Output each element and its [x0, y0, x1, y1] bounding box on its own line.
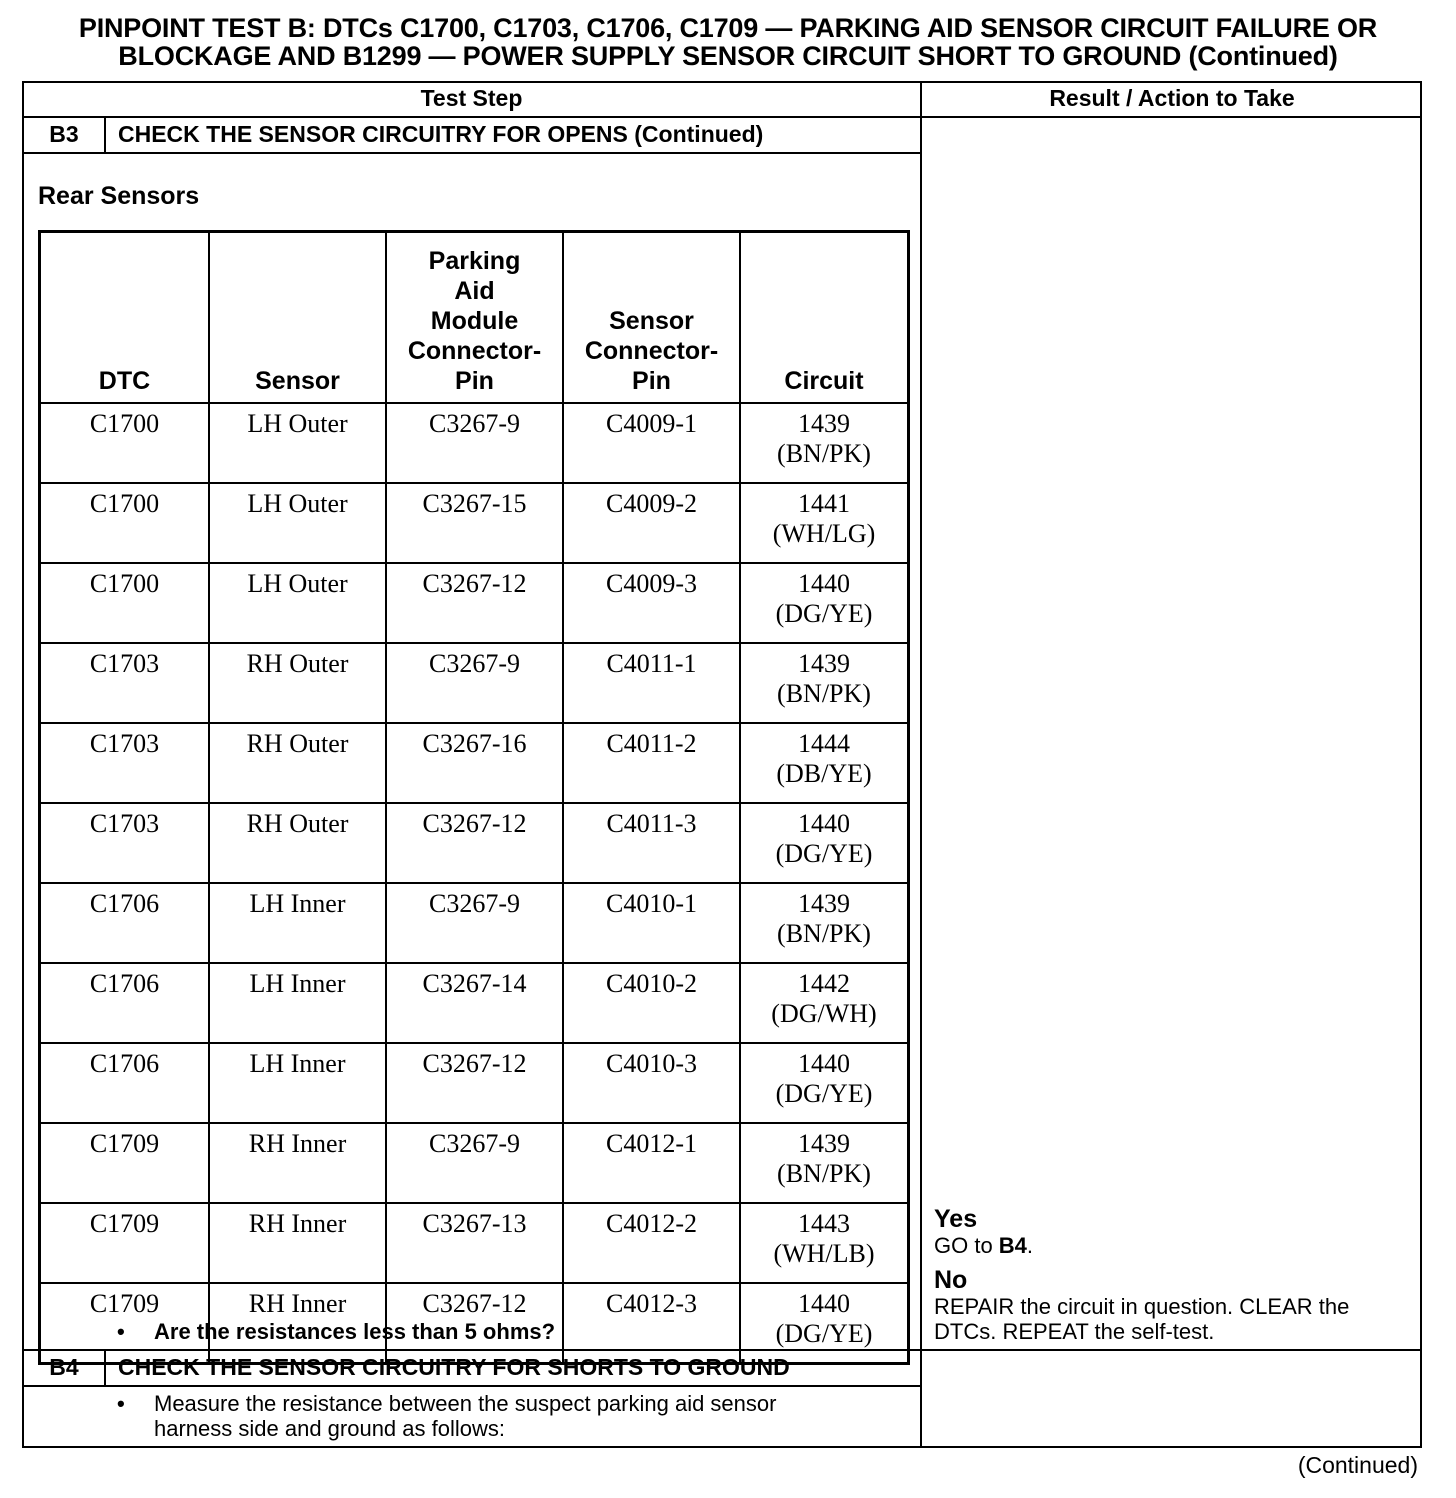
column-header-dtc: [40, 232, 210, 404]
table-row: [40, 483, 909, 563]
step-title-b3: CHECK THE SENSOR CIRCUITRY FOR OPENS (Continued): [118, 121, 764, 147]
result-yes-prefix: GO to: [934, 1233, 999, 1258]
cell-module-pin: C3267-12: [386, 563, 563, 643]
b3-id-divider: [104, 116, 106, 153]
table-row: [40, 403, 909, 483]
circuit-number: 1443: [798, 1209, 850, 1238]
cell-sensor-pin: C4010-2: [563, 963, 740, 1043]
circuit-number: 1440: [798, 809, 850, 838]
cell-circuit: [740, 1203, 909, 1283]
table-row: [40, 563, 909, 643]
cell-dtc: C1706: [40, 963, 210, 1043]
cell-sensor-pin: C4012-2: [563, 1203, 740, 1283]
column-header-line: Pin: [455, 367, 494, 395]
cell-dtc: C1706: [40, 883, 210, 963]
cell-dtc: C1706: [40, 1043, 210, 1123]
result-yes-action: [934, 1233, 1349, 1258]
table-row: [40, 1203, 909, 1283]
cell-module-pin: C3267-9: [386, 1123, 563, 1203]
cell-sensor: RH Outer: [209, 803, 386, 883]
cell-circuit: [740, 723, 909, 803]
cell-sensor: LH Outer: [209, 483, 386, 563]
cell-sensor: RH Inner: [209, 1283, 386, 1364]
cell-module-pin: C3267-9: [386, 643, 563, 723]
cell-module-pin: C3267-15: [386, 483, 563, 563]
continued-note: (Continued): [1297, 1452, 1418, 1478]
column-header-line: Circuit: [784, 367, 864, 395]
cell-module-pin: C3267-12: [386, 803, 563, 883]
circuit-color: (DG/YE): [775, 599, 873, 628]
b4-instruction-line-1: Measure the resistance between the suspect parking aid sensor: [154, 1391, 777, 1416]
cell-module-pin: C3267-14: [386, 963, 563, 1043]
cell-sensor-pin: C4010-1: [563, 883, 740, 963]
circuit-color: (BN/PK): [777, 679, 871, 708]
cell-sensor: LH Outer: [209, 563, 386, 643]
cell-sensor-pin: C4011-1: [563, 643, 740, 723]
cell-dtc: C1703: [40, 643, 210, 723]
cell-sensor-pin: C4009-3: [563, 563, 740, 643]
bullet-dot: •: [117, 1391, 125, 1416]
table-row: [40, 643, 909, 723]
cell-sensor: LH Inner: [209, 963, 386, 1043]
cell-dtc: C1709: [40, 1283, 210, 1364]
cell-sensor-pin: C4010-3: [563, 1043, 740, 1123]
circuit-color: (DG/YE): [775, 839, 873, 868]
table-row: [40, 1043, 909, 1123]
circuit-color: (WH/LG): [772, 519, 876, 548]
column-header-sensor-pin: [563, 232, 740, 404]
cell-sensor: RH Inner: [209, 1203, 386, 1283]
header-test-step: Test Step: [420, 85, 523, 111]
column-header-circuit: [740, 232, 909, 404]
b4-title-divider: [22, 1385, 921, 1387]
result-yes-suffix: .: [1026, 1233, 1034, 1258]
page-title-line-1: PINPOINT TEST B: DTCs C1700, C1703, C1706, C1709 — PARKING AID SENSOR CIRCUIT FAILURE OR: [78, 13, 1378, 43]
b3-question-text: Are the resistances less than 5 ohms?: [154, 1319, 556, 1344]
circuit-color: (DG/YE): [775, 1319, 873, 1348]
result-yes-target: B4: [998, 1233, 1027, 1258]
cell-circuit: [740, 963, 909, 1043]
cell-circuit: [740, 883, 909, 963]
cell-sensor-pin: C4009-2: [563, 483, 740, 563]
column-header-line: DTC: [98, 367, 151, 395]
table-row: [40, 883, 909, 963]
b4-instruction-line-2: harness side and ground as follows:: [154, 1416, 505, 1441]
table-body: [40, 403, 909, 1364]
cell-module-pin: C3267-9: [386, 883, 563, 963]
column-divider: [920, 81, 922, 1448]
circuit-color: (DB/YE): [776, 759, 872, 788]
page-title-line-2: BLOCKAGE AND B1299 — POWER SUPPLY SENSOR CIRCUIT SHORT TO GROUND (Continued): [118, 41, 1338, 71]
cell-sensor-pin: C4012-1: [563, 1123, 740, 1203]
circuit-number: 1439: [798, 1129, 850, 1158]
cell-module-pin: C3267-13: [386, 1203, 563, 1283]
cell-circuit: [740, 643, 909, 723]
rear-sensors-heading: Rear Sensors: [38, 182, 200, 210]
circuit-color: (BN/PK): [777, 1159, 871, 1188]
column-header-line: Sensor: [255, 367, 340, 395]
cell-module-pin: C3267-12: [386, 1043, 563, 1123]
cell-dtc: C1700: [40, 403, 210, 483]
cell-module-pin: C3267-16: [386, 723, 563, 803]
result-yes-label: Yes: [934, 1205, 978, 1233]
circuit-number: 1439: [798, 649, 850, 678]
cell-sensor-pin: C4011-2: [563, 723, 740, 803]
cell-dtc: C1709: [40, 1123, 210, 1203]
cell-sensor: RH Outer: [209, 723, 386, 803]
cell-sensor: LH Inner: [209, 1043, 386, 1123]
bullet-dot: •: [117, 1319, 125, 1344]
cell-circuit: [740, 483, 909, 563]
column-header-line: Pin: [632, 367, 671, 395]
table-header-row: [40, 232, 909, 404]
result-no-action-line-2: DTCs. REPEAT the self-test.: [934, 1319, 1215, 1344]
circuit-number: 1440: [798, 1049, 850, 1078]
cell-sensor: LH Inner: [209, 883, 386, 963]
cell-circuit: [740, 563, 909, 643]
cell-sensor-pin: C4012-3: [563, 1283, 740, 1364]
table-row: [40, 1123, 909, 1203]
circuit-number: 1441: [798, 489, 850, 518]
column-header-sensor: [209, 232, 386, 404]
column-header-line: Connector-: [407, 337, 542, 365]
circuit-number: 1440: [798, 569, 850, 598]
cell-sensor-pin: C4011-3: [563, 803, 740, 883]
circuit-color: (BN/PK): [777, 439, 871, 468]
cell-module-pin: C3267-12: [386, 1283, 563, 1364]
rear-sensors-table: [38, 230, 910, 1365]
cell-sensor-pin: C4009-1: [563, 403, 740, 483]
result-no-action-line-1: REPAIR the circuit in question. CLEAR the: [934, 1294, 1350, 1319]
circuit-color: (DG/WH): [771, 999, 877, 1028]
step-title-b4: CHECK THE SENSOR CIRCUITRY FOR SHORTS TO GROUND: [118, 1354, 790, 1380]
b3-result: [934, 1205, 1349, 1344]
cell-module-pin: C3267-9: [386, 403, 563, 483]
cell-dtc: C1703: [40, 723, 210, 803]
circuit-number: 1439: [798, 889, 850, 918]
cell-dtc: C1703: [40, 803, 210, 883]
cell-circuit: [740, 1123, 909, 1203]
column-header-line: Connector-: [584, 337, 719, 365]
page-title: [0, 14, 1456, 70]
circuit-color: (DG/YE): [775, 1079, 873, 1108]
circuit-number: 1442: [798, 969, 850, 998]
column-header-line: Aid: [454, 277, 495, 305]
table-row: [40, 803, 909, 883]
table-row: [40, 963, 909, 1043]
column-header-line: Sensor: [609, 307, 694, 335]
cell-circuit: [740, 803, 909, 883]
cell-sensor: RH Inner: [209, 1123, 386, 1203]
table-row: [40, 723, 909, 803]
header-result-action: Result / Action to Take: [1049, 85, 1295, 111]
column-header-line: Module: [430, 307, 519, 335]
column-header-module-pin: [386, 232, 563, 404]
circuit-number: 1444: [798, 729, 850, 758]
cell-circuit: [740, 1043, 909, 1123]
cell-dtc: C1700: [40, 483, 210, 563]
column-header-line: Parking: [428, 247, 521, 275]
step-id-b3: B3: [49, 121, 79, 147]
circuit-color: (WH/LB): [773, 1239, 875, 1268]
b3-title-divider: [22, 152, 921, 154]
cell-dtc: C1700: [40, 563, 210, 643]
circuit-number: 1439: [798, 409, 850, 438]
circuit-number: 1440: [798, 1289, 850, 1318]
result-no-label: No: [934, 1266, 968, 1294]
cell-sensor: LH Outer: [209, 403, 386, 483]
cell-sensor: RH Outer: [209, 643, 386, 723]
circuit-color: (BN/PK): [777, 919, 871, 948]
cell-circuit: [740, 403, 909, 483]
cell-dtc: C1709: [40, 1203, 210, 1283]
step-id-b4: B4: [49, 1354, 79, 1380]
